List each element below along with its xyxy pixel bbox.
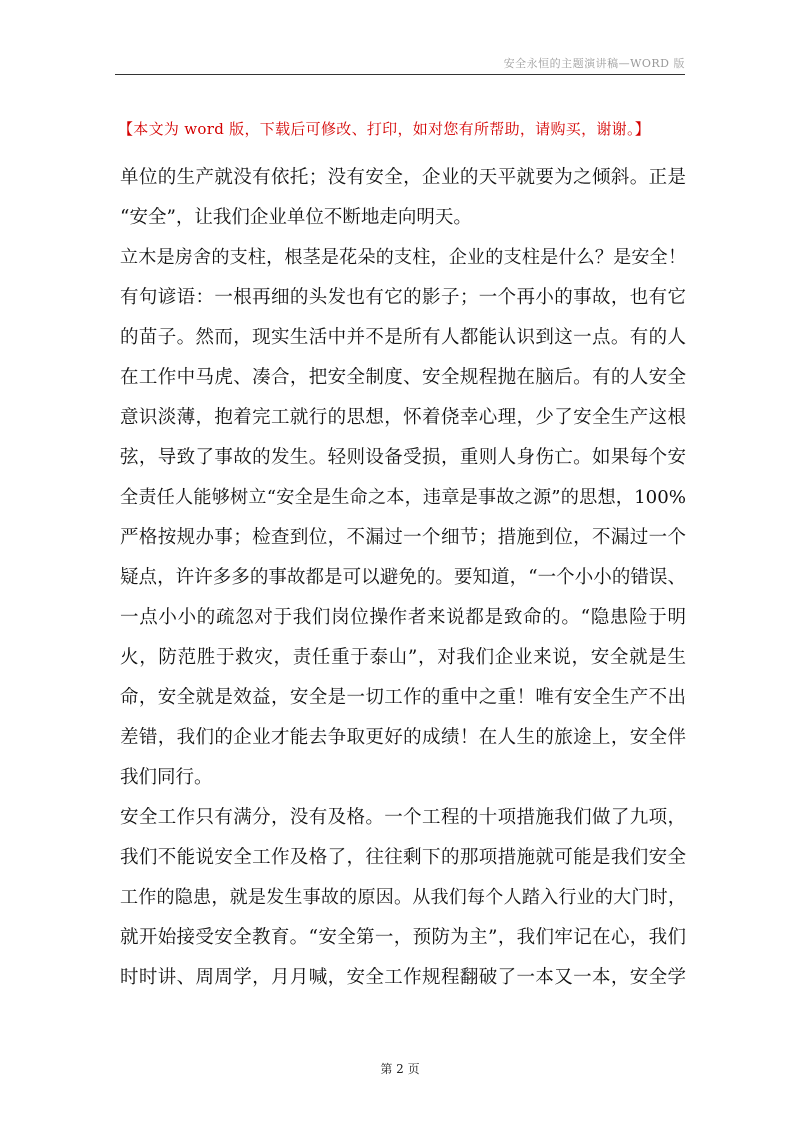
text-line: “安全”，让我们企业单位不断地走向明天。 — [120, 207, 472, 228]
text-line: 立木是房舍的支柱，根茎是花朵的支柱，企业的支柱是什么？是安全！ — [120, 247, 686, 268]
text-line: 的苗子。然而，现实生活中并不是所有人都能认识到这一点。有的人 — [120, 327, 686, 348]
text-line: 我们不能说安全工作及格了，往往剩下的那项措施就可能是我们安全 — [120, 847, 686, 868]
text-line: 全责任人能够树立“安全是生命之本，违章是事故之源”的思想，100% — [120, 487, 686, 508]
text-line: 疑点，许许多多的事故都是可以避免的。要知道，“一个小小的错误、 — [120, 567, 686, 588]
text-line: 弦，导致了事故的发生。轻则设备受损，重则人身伤亡。如果每个安 — [120, 447, 686, 468]
text-line: 意识淡薄，抱着完工就行的思想，怀着侥幸心理，少了安全生产这根 — [120, 407, 686, 428]
text-line: 时时讲、周周学，月月喊，安全工作规程翻破了一本又一本，安全学 — [120, 967, 686, 988]
header-divider — [115, 74, 685, 75]
text-line: 严格按规办事；检查到位，不漏过一个细节；措施到位，不漏过一个 — [120, 527, 686, 548]
paragraph-2 — [120, 238, 686, 798]
text-line: 单位的生产就没有依托；没有安全，企业的天平就要为之倾斜。正是 — [120, 167, 686, 188]
text-line: 我们同行。 — [120, 767, 213, 788]
paragraph-3 — [120, 798, 686, 998]
paragraph-1 — [120, 158, 686, 238]
text-line: 有句谚语：一根再细的头发也有它的影子；一个再小的事故，也有它 — [120, 287, 686, 308]
text-line: 工作的隐患，就是发生事故的原因。从我们每个人踏入行业的大门时， — [120, 887, 686, 908]
page-number: 第 2 页 — [380, 1062, 420, 1076]
body-text — [120, 158, 686, 998]
text-line: 安全工作只有满分，没有及格。一个工程的十项措施我们做了九项， — [120, 807, 686, 828]
page-header — [115, 55, 685, 75]
text-line: 火，防范胜于救灾，责任重于泰山”，对我们企业来说，安全就是生 — [120, 647, 686, 668]
text-line: 一点小小的疏忽对于我们岗位操作者来说都是致命的。“隐患险于明 — [120, 607, 686, 628]
download-notice: 【本文为 word 版，下载后可修改、打印，如对您有所帮助，请购买，谢谢。】 — [118, 120, 651, 138]
text-line: 差错，我们的企业才能去争取更好的成绩！在人生的旅途上，安全伴 — [120, 727, 686, 748]
document-title: 安全永恒的主题演讲稿—WORD 版 — [503, 57, 685, 70]
text-line: 就开始接受安全教育。“安全第一，预防为主”，我们牢记在心，我们 — [120, 927, 686, 948]
page-footer — [0, 1060, 800, 1077]
text-line: 命，安全就是效益，安全是一切工作的重中之重！唯有安全生产不出 — [120, 687, 686, 708]
text-line: 在工作中马虎、凑合，把安全制度、安全规程抛在脑后。有的人安全 — [120, 367, 686, 388]
